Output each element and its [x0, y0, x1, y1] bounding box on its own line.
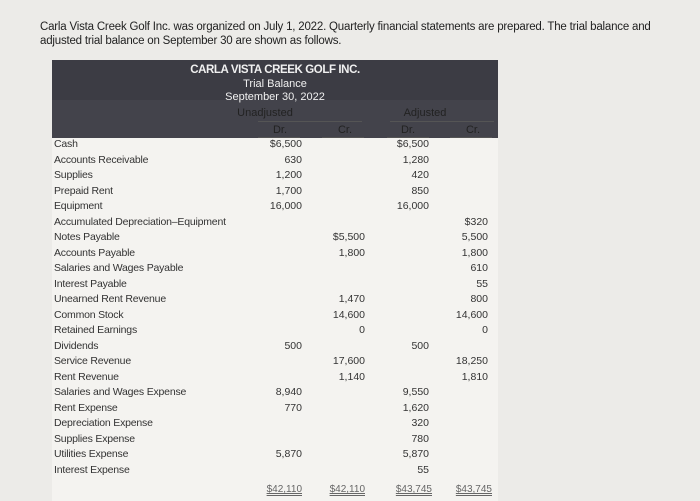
total-adjusted-cr: $43,745 [455, 484, 492, 495]
account-name: Supplies [54, 169, 93, 181]
adjusted-cr-amount: 1,810 [461, 370, 488, 383]
unadjusted-dr-amount: 16,000 [269, 200, 302, 212]
statement-date: September 30, 2022 [225, 91, 325, 103]
adjusted-dr-amount: 320 [411, 417, 429, 429]
adjusted-cr-amount: 5,500 [461, 231, 488, 243]
unadjusted-dr-heading: Dr. [272, 124, 288, 136]
unadjusted-cr-amount: 1,800 [338, 246, 365, 259]
unadjusted-dr-amount: 1,700 [275, 184, 302, 197]
account-name: Accumulated Depreciation–Equipment [54, 215, 226, 228]
unadjusted-cr-amount: 1,140 [338, 370, 365, 383]
total-unadjusted-cr: $42,110 [329, 484, 365, 495]
account-name: Unearned Rent Revenue [54, 293, 166, 305]
adjusted-cr-amount: 610 [470, 262, 488, 274]
unadjusted-dr-amount: 8,940 [275, 386, 302, 398]
adjusted-cr-amount: 800 [470, 293, 488, 305]
adjusted-dr-amount: 1,620 [402, 401, 429, 414]
adjusted-dr-amount: 420 [411, 169, 429, 181]
cr-underline-1 [322, 137, 364, 138]
unadjusted-dr-amount: $6,500 [269, 138, 302, 150]
unadjusted-dr-amount: 770 [284, 401, 302, 414]
adjusted-cr-amount: 18,250 [455, 355, 488, 367]
account-name: Interest Payable [54, 277, 127, 290]
unadjusted-cr-amount: 17,600 [332, 355, 365, 367]
account-name: Prepaid Rent [54, 184, 113, 197]
unadjusted-dr-amount: 500 [284, 339, 302, 352]
statement-title: Trial Balance [243, 78, 307, 90]
total-adjusted-dr: $43,745 [395, 484, 432, 495]
account-name: Common Stock [54, 308, 124, 321]
adjusted-dr-amount: $6,500 [396, 138, 429, 150]
unadjusted-cr-amount: $5,500 [332, 231, 365, 243]
unadjusted-dr-amount: 1,200 [275, 169, 302, 181]
account-name: Supplies Expense [54, 432, 135, 445]
adjusted-cr-amount: 14,600 [455, 308, 488, 321]
unadjusted-underline [258, 121, 362, 122]
unadjusted-dr-amount: 630 [284, 153, 302, 166]
unadjusted-cr-amount: 0 [359, 324, 365, 336]
unadjusted-cr-heading: Cr. [337, 124, 353, 136]
account-name: Accounts Receivable [54, 153, 149, 166]
unadjusted-heading: Unadjusted [237, 107, 293, 119]
unadjusted-cr-amount: 14,600 [332, 308, 365, 321]
adjusted-heading: Adjusted [403, 107, 447, 119]
account-name: Rent Revenue [54, 370, 119, 383]
account-name: Retained Earnings [54, 324, 137, 336]
adjusted-cr-amount: $320 [464, 215, 488, 228]
unadjusted-cr-amount: 1,470 [338, 293, 365, 305]
adjusted-cr-heading: Cr. [465, 124, 481, 136]
adjusted-underline [390, 121, 494, 122]
account-name: Notes Payable [54, 231, 120, 243]
account-name: Service Revenue [54, 355, 131, 367]
intro-text: Carla Vista Creek Golf Inc. was organized on July 1, 2022. Quarterly financial statements are prepared. The trial balance and adjusted trial balance on September 30 are shown as follows. [40, 21, 651, 47]
company-name: CARLA VISTA CREEK GOLF INC. [190, 64, 360, 76]
account-name: Rent Expense [54, 401, 118, 414]
adjusted-cr-amount: 55 [476, 277, 488, 290]
adjusted-dr-amount: 16,000 [396, 200, 429, 212]
account-name: Salaries and Wages Expense [54, 386, 187, 398]
adjusted-dr-amount: 850 [411, 184, 429, 197]
account-name: Accounts Payable [54, 246, 135, 259]
adjusted-dr-amount: 780 [411, 432, 429, 445]
account-name: Salaries and Wages Payable [54, 262, 184, 274]
account-name: Dividends [54, 339, 99, 352]
adjusted-cr-amount: 1,800 [461, 246, 488, 259]
account-name: Depreciation Expense [54, 417, 153, 429]
adjusted-dr-amount: 9,550 [402, 386, 429, 398]
account-name: Interest Expense [54, 463, 130, 476]
account-name: Cash [54, 138, 78, 150]
adjusted-dr-amount: 5,870 [402, 448, 429, 460]
adjusted-dr-heading: Dr. [400, 124, 416, 136]
account-name: Utilities Expense [54, 448, 129, 460]
adjusted-dr-amount: 55 [417, 463, 429, 476]
adjusted-cr-amount: 0 [482, 324, 488, 336]
adjusted-dr-amount: 1,280 [402, 153, 429, 166]
total-unadjusted-dr: $42,110 [266, 484, 302, 495]
account-name: Equipment [54, 200, 103, 212]
cr-underline-2 [450, 137, 492, 138]
adjusted-dr-amount: 500 [411, 339, 429, 352]
unadjusted-dr-amount: 5,870 [275, 448, 302, 460]
